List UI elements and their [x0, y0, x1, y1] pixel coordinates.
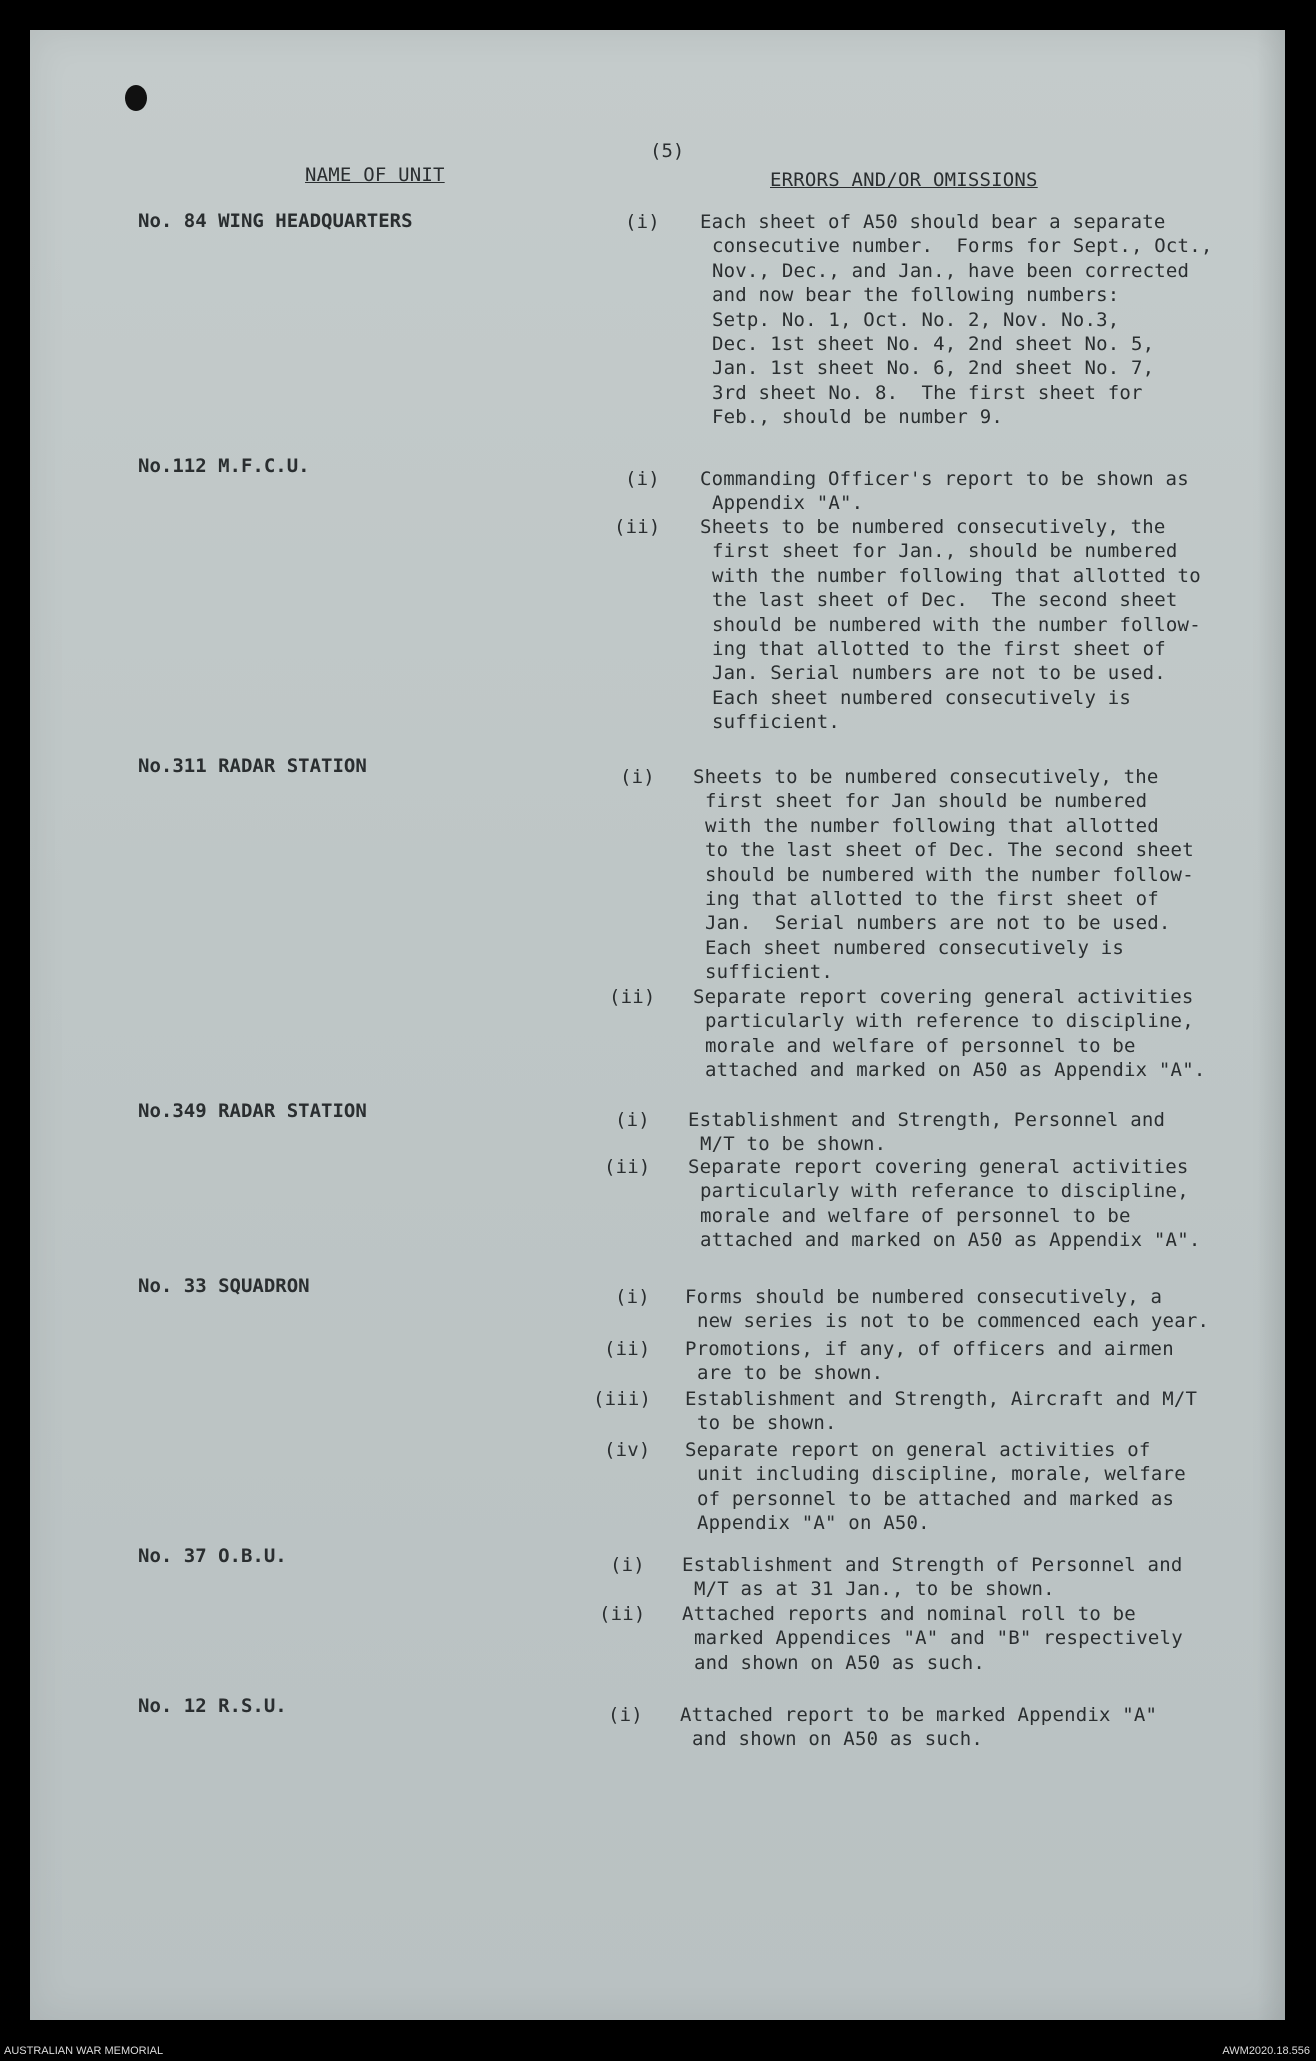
- item-text-line: morale and welfare of personnel to be: [700, 1204, 1131, 1227]
- item-text-line: Jan. Serial numbers are not to be used.: [705, 912, 1171, 935]
- item-label: (ii): [614, 516, 661, 538]
- item-text-line: Each sheet numbered consecutively is: [712, 686, 1132, 709]
- item-text-line: sufficient.: [705, 961, 834, 984]
- item-text-line: Sheets to be numbered consecutively, the: [700, 516, 1166, 538]
- item-text-line: the last sheet of Dec. The second sheet: [712, 589, 1178, 612]
- item-text-line: with the number following that allotted: [705, 814, 1159, 837]
- item-text-line: Forms should be numbered consecutively, a: [685, 1286, 1163, 1308]
- item-text-line: Commanding Officer's report to be shown as: [700, 468, 1189, 490]
- item-text-line: sufficient.: [712, 711, 841, 734]
- footer-accession-number: AWM2020.18.556: [1222, 2045, 1310, 2057]
- item-text-line: Promotions, if any, of officers and airmen: [685, 1338, 1174, 1360]
- item-text-line: with the number following that allotted to: [712, 564, 1201, 587]
- item-text-line: Jan. Serial numbers are not to be used.: [712, 662, 1166, 685]
- item-text-line: consecutive number. Forms for Sept., Oct.,: [712, 235, 1213, 258]
- item-label: (ii): [609, 986, 656, 1008]
- item-text-line: Establishment and Strength, Personnel and: [688, 1109, 1166, 1131]
- item-label: (ii): [604, 1156, 651, 1178]
- item-text-line: M/T to be shown.: [700, 1133, 887, 1156]
- item-text-line: Each sheet of A50 should bear a separate: [700, 211, 1166, 233]
- item-text-line: first sheet for Jan., should be numbered: [712, 540, 1178, 563]
- item-label: (iii): [593, 1388, 652, 1410]
- item-text-line: particularly with reference to discipline,: [705, 1010, 1194, 1033]
- item-text-line: ing that allotted to the first sheet of: [712, 638, 1166, 660]
- item-label: (ii): [599, 1603, 646, 1625]
- item-text-line: of personnel to be attached and marked as: [697, 1487, 1175, 1510]
- item-label: (i): [608, 1704, 643, 1726]
- unit-name: No. 33 SQUADRON: [138, 1275, 310, 1297]
- header-errors-omissions: ERRORS AND/OR OMISSIONS: [770, 169, 1038, 191]
- item-text-line: Separate report on general activities of: [685, 1439, 1151, 1461]
- item-text-line: should be numbered with the number follow-: [712, 613, 1201, 636]
- item-text-line: Feb., should be number 9.: [712, 406, 1003, 429]
- item-label: (i): [615, 1109, 650, 1131]
- item-text-line: marked Appendices "A" and "B" respectively: [694, 1627, 1183, 1650]
- page-number: (5): [650, 140, 685, 162]
- item-text-line: Dec. 1st sheet No. 4, 2nd sheet No. 5,: [712, 333, 1155, 355]
- item-text-line: Appendix "A" on A50.: [697, 1512, 930, 1535]
- item-label: (i): [625, 468, 660, 490]
- item-text-line: Each sheet numbered consecutively is: [705, 936, 1125, 959]
- item-text-line: Appendix "A".: [712, 492, 864, 515]
- item-text-line: attached and marked on A50 as Appendix "A".: [705, 1059, 1206, 1082]
- item-text-line: Separate report covering general activities: [688, 1156, 1189, 1178]
- item-text-line: Establishment and Strength of Personnel and: [682, 1554, 1183, 1576]
- item-text-line: Attached reports and nominal roll to be: [682, 1603, 1136, 1625]
- item-text-line: Jan. 1st sheet No. 6, 2nd sheet No. 7,: [712, 357, 1155, 380]
- item-text-line: M/T as at 31 Jan., to be shown.: [694, 1578, 1055, 1601]
- item-label: (iv): [604, 1439, 651, 1461]
- unit-name: No.311 RADAR STATION: [138, 755, 367, 777]
- item-text-line: unit including discipline, morale, welfare: [697, 1463, 1186, 1486]
- item-text-line: are to be shown.: [697, 1362, 884, 1385]
- item-text-line: particularly with referance to discipline,: [700, 1180, 1189, 1203]
- unit-name: No.349 RADAR STATION: [138, 1100, 367, 1122]
- item-text-line: and shown on A50 as such.: [694, 1651, 985, 1674]
- item-label: (i): [620, 766, 655, 788]
- item-text-line: Nov., Dec., and Jan., have been corrected: [712, 259, 1190, 282]
- punch-hole: [125, 85, 147, 111]
- item-text-line: to the last sheet of Dec. The second sheet: [705, 839, 1194, 862]
- footer-institution: AUSTRALIAN WAR MEMORIAL: [4, 2045, 164, 2057]
- item-text-line: Establishment and Strength, Aircraft and M/T: [685, 1388, 1198, 1410]
- unit-name: No.112 M.F.C.U.: [138, 455, 310, 477]
- item-label: (ii): [604, 1338, 651, 1360]
- item-text-line: attached and marked on A50 as Appendix "A".: [700, 1229, 1201, 1252]
- item-text-line: Setp. No. 1, Oct. No. 2, Nov. No.3,: [712, 308, 1120, 331]
- item-text-line: Attached report to be marked Appendix "A": [680, 1704, 1158, 1726]
- item-label: (i): [615, 1286, 650, 1308]
- item-text-line: new series is not to be commenced each year.: [697, 1310, 1210, 1333]
- header-name-of-unit: NAME OF UNIT: [305, 164, 445, 186]
- item-text-line: and shown on A50 as such.: [692, 1728, 983, 1751]
- unit-name: No. 12 R.S.U.: [138, 1695, 287, 1717]
- item-text-line: ing that allotted to the first sheet of: [705, 888, 1159, 910]
- item-text-line: first sheet for Jan should be numbered: [705, 790, 1148, 813]
- item-text-line: Sheets to be numbered consecutively, the: [693, 766, 1159, 788]
- unit-name: No. 37 O.B.U.: [138, 1545, 287, 1567]
- item-text-line: 3rd sheet No. 8. The first sheet for: [712, 381, 1143, 404]
- paper-edge-shadow: [1257, 30, 1285, 2020]
- item-text-line: should be numbered with the number follow-: [705, 863, 1194, 886]
- item-label: (i): [610, 1554, 645, 1576]
- item-text-line: Separate report covering general activities: [693, 986, 1194, 1008]
- item-text-line: morale and welfare of personnel to be: [705, 1034, 1136, 1057]
- item-label: (i): [625, 211, 660, 233]
- item-text-line: to be shown.: [697, 1412, 837, 1435]
- item-text-line: and now bear the following numbers:: [712, 284, 1120, 307]
- unit-name: No. 84 WING HEADQUARTERS: [138, 210, 413, 232]
